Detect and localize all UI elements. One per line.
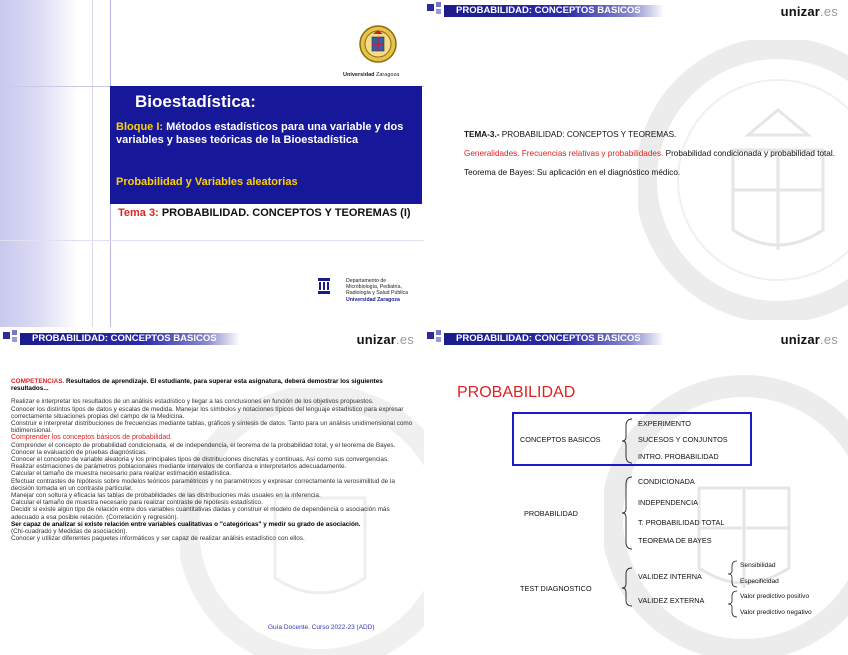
unizar-logo: unizar.es <box>780 332 838 347</box>
header-square-decor <box>12 330 17 335</box>
header-square-decor <box>427 4 434 11</box>
decor-line <box>0 240 424 241</box>
group3-item: VALIDEZ EXTERNA <box>638 596 705 605</box>
group1-item: SUCESOS Y CONJUNTOS <box>638 435 728 444</box>
validez-interna-sub: Sensibilidad <box>740 562 776 569</box>
decor-line <box>92 0 93 327</box>
group2-item: TEOREMA DE BAYES <box>638 536 712 545</box>
slide-2-tema <box>424 0 848 327</box>
tema-title: Tema 3: PROBABILIDAD. CONCEPTOS Y TEOREMAS (I) <box>118 207 411 219</box>
department-text: Departamento de Microbiología, Pediatría, Radiología y Salud Pública Universidad Zaragoza <box>346 278 409 303</box>
guia-docente-footer: Guía Docente. Curso 2022-23 (ADD) <box>268 624 375 631</box>
group1-item: INTRO. PROBABILIDAD <box>638 452 719 461</box>
header-title: PROBABILIDAD: CONCEPTOS BASICOS <box>32 333 217 344</box>
group-label-conceptos: CONCEPTOS BASICOS <box>520 435 601 444</box>
validez-interna-sub: Especificidad <box>740 578 779 585</box>
bracket-icon <box>622 562 634 614</box>
validez-externa-sub: Valor predictivo positivo <box>740 593 810 600</box>
header-square-decor <box>436 337 441 342</box>
title-box <box>110 86 422 204</box>
university-label: Universidad Zaragoza <box>343 72 400 78</box>
course-title: Bioestadística: <box>135 92 256 111</box>
tema-description: TEMA-3.- PROBABILIDAD: CONCEPTOS Y TEOREMAS. Generalidades. Frecuencias relativas y probabilidades. Probabilidad condicionada y probabilidad total. Teorema de Bayes: Su aplicación en el diagnóstico médico. <box>464 130 835 177</box>
bracket-icon <box>622 476 634 550</box>
group-label-test-diagnostico: TEST DIAGNOSTICO <box>520 584 592 593</box>
group3-item: VALIDEZ INTERNA <box>638 572 702 581</box>
slide-1-title <box>0 0 424 327</box>
block-subtitle: Probabilidad y Variables aleatorias <box>116 176 298 188</box>
header-square-decor <box>12 337 17 342</box>
group2-item: CONDICIONADA <box>638 477 695 486</box>
header-title: PROBABILIDAD: CONCEPTOS BASICOS <box>456 333 641 344</box>
slide-4-probabilidad-map <box>424 328 848 655</box>
group2-item: T. PROBABILIDAD TOTAL <box>638 518 725 527</box>
slide-header <box>424 328 848 348</box>
department-icon <box>318 278 330 294</box>
competencias-text: COMPETENCIAS. Resultados de aprendizaje. El estudiante, para superar esta asignatura, deberá demostrar los siguientes resultados... Realizar e interpretar los resultados de un análisis estadístico y llegar a las conclusiones en función de los objetivos propuestos. Conocer los distintos tipos de datos y escalas de medida. Manejar los símbolos y notaciones típicos del lenguaje estadístico para expresar correctamente situaciones propias del campo de la Medicina. Construir e interpretar distribuciones de frecuencias mediante tablas, gráficos y síntesis de datos. Tanto para un análisis unidimensional como bidimensional. Comprender los conceptos básicos de probabilidad. Comprender el concepto de probabilidad condicionada, el de independencia, el teorema de la probabilidad total, y el teorema de Bayes. Conocer la evaluación de pruebas diagnósticas. Conocer el concepto de variable aleatoria y los principales tipos de distribuciones discretas y continuas. Así como sus convergencias. Realizar estimaciones de parámetros poblacionales mediante intervalos de confianza e interpretarlos adecuadamente. Calcular el tamaño de muestra necesario para realizar estimación estadística. Efectuar contrastes de hipótesis sobre modelos teóricos paramétricos y no paramétricos y expresar correctamente la verosimilitud de la decisión tomada en un contraste particular. Manejar con soltura y eficacia las tablas de probabilidades de las distribuciones más usuales en la inferencia. Calcular el tamaño de muestra necesario para realizar contraste de hipótesis estadístico. Decidir si existe algún tipo de relación entre dos variables cuantitativas dadas y construir el modelo de dependencia o asociación más adecuado a esa posible relación. (Correlación y regresión). Ser capaz de analizar si existe relación entre variables cualitativas o "categóricas" y medir su grado de asociación. (Chi-cuadrado y Medidas de asociación). Conocer y utilizar diferentes paquetes informáticos y ser capaz de realizar análisis estadístico con ellos. <box>11 378 413 543</box>
unizar-logo: unizar.es <box>780 4 838 19</box>
bracket-icon <box>728 560 738 588</box>
header-square-decor <box>436 330 441 335</box>
block-description: Bloque I: Métodos estadísticos para una variable y dos variables y bases teóricas de la Bioestadística <box>116 121 404 146</box>
header-square-decor <box>436 9 441 14</box>
validez-externa-sub: Valor predictivo negativo <box>740 609 812 616</box>
header-square-decor <box>436 2 441 7</box>
header-square-decor <box>3 332 10 339</box>
slide-3-competencias <box>0 328 424 655</box>
slide-header <box>0 328 424 348</box>
bracket-icon <box>622 418 634 464</box>
section-heading: PROBABILIDAD <box>457 384 576 401</box>
group-label-probabilidad: PROBABILIDAD <box>524 509 578 518</box>
header-square-decor <box>427 332 434 339</box>
bracket-icon <box>728 590 738 618</box>
group1-item: EXPERIMENTO <box>638 419 691 428</box>
group2-item: INDEPENDENCIA <box>638 498 699 507</box>
university-seal-icon <box>358 24 398 73</box>
unizar-logo: unizar.es <box>356 332 414 347</box>
header-title: PROBABILIDAD: CONCEPTOS BASICOS <box>456 5 641 16</box>
left-gradient-band <box>0 0 78 327</box>
slide-header <box>424 0 848 20</box>
